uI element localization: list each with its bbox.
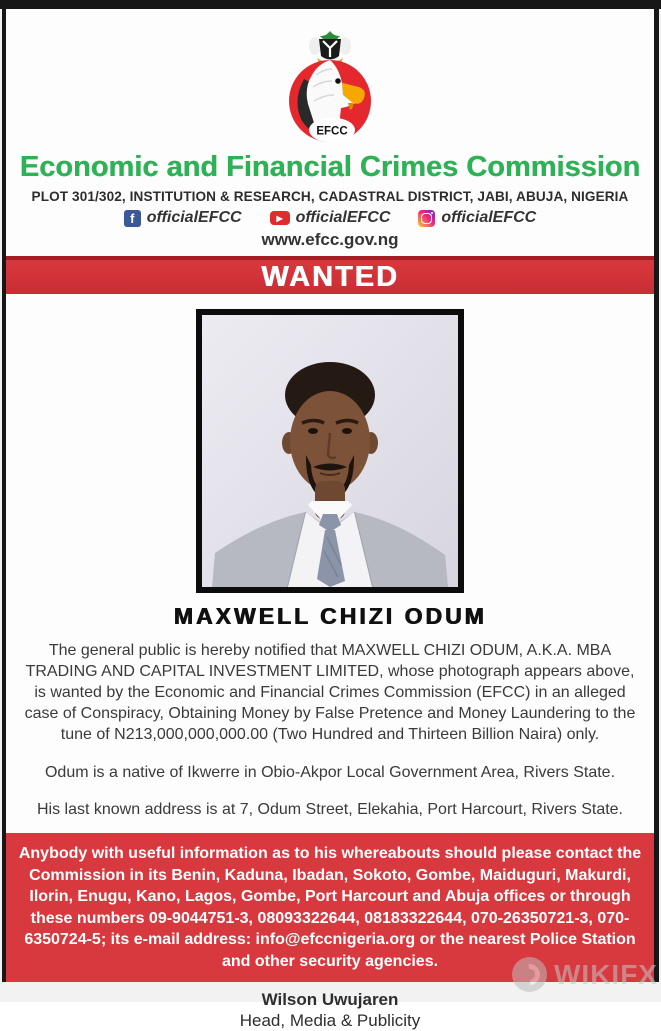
instagram-icon: [418, 210, 435, 227]
social-handles-row: [6, 209, 654, 227]
facebook-icon: f: [124, 210, 141, 227]
wikifx-watermark-label: WIKIFX: [554, 958, 658, 990]
contact-info-box: Anybody with useful information as to his whereabouts should please contact the Commission in its Benin, Kaduna, Ibadan, Sokoto, Gombe, Maiduguri, Makurdi, Ilorin, Enugu, Kano, Lagos, Gombe, Port Harcourt and Abuja offices or through these numbers 09-9044751-3, 08093322644, 08183322644, 070-26350721-3, 070-6350724-5; its e-mail address: info@efccnigeria.org or the nearest Police Station and other security agencies.: [6, 833, 654, 982]
top-border-bar: [0, 0, 661, 9]
hq-address-line: PLOT 301/302, INSTITUTION & RESEARCH, CADASTRAL DISTRICT, JABI, ABUJA, NIGERIA: [31, 189, 629, 204]
youtube-handle: [270, 209, 391, 227]
instagram-handle-label: officialEFCC: [441, 209, 537, 226]
notice-paragraph: The general public is hereby notified that MAXWELL CHIZI ODUM, A.K.A. MBA TRADING AND CAPITAL INVESTMENT LIMITED, whose photograph appears above, is wanted by the Economic and Financial Crimes Commission (EFCC) in an alleged case of Conspiracy, Obtaining Money by False Pretence and Money Laundering to the tune of N213,000,000,000.00 (Two Hundred and Thirteen Billion Naira) only.: [24, 642, 636, 743]
wanted-poster: [2, 9, 659, 1030]
website-url: www.efcc.gov.ng: [261, 230, 399, 249]
spokesperson-name: Wilson Uwujaren: [261, 990, 399, 1009]
efcc-eagle-icon: [280, 31, 380, 143]
wanted-banner-label: WANTED: [261, 260, 399, 293]
wikifx-watermark: [512, 957, 658, 992]
wikifx-logo-icon: [512, 957, 547, 992]
youtube-handle-label: officialEFCC: [295, 209, 391, 226]
page-title: Economic and Financial Crimes Commission: [19, 151, 641, 183]
suspect-portrait-image: [202, 315, 458, 587]
suspect-name: MAXWELL CHIZI ODUM: [173, 603, 487, 629]
instagram-handle: [418, 209, 536, 227]
spokesperson-title: Head, Media & Publicity: [239, 1011, 421, 1030]
origin-line: Odum is a native of Ikwerre in Obio-Akpor Local Government Area, Rivers State.: [44, 764, 616, 781]
wanted-banner: [6, 256, 654, 294]
efcc-logo: [280, 31, 380, 143]
suspect-photo: [196, 309, 464, 593]
youtube-icon: ▶: [270, 211, 290, 225]
signature-block: [6, 990, 654, 1031]
facebook-handle: [124, 209, 242, 227]
efcc-logo-label: EFCC: [316, 125, 348, 138]
facebook-handle-label: officialEFCC: [146, 209, 242, 226]
last-address-line: His last known address is at 7, Odum Street, Elekahia, Port Harcourt, Rivers State.: [36, 801, 623, 818]
